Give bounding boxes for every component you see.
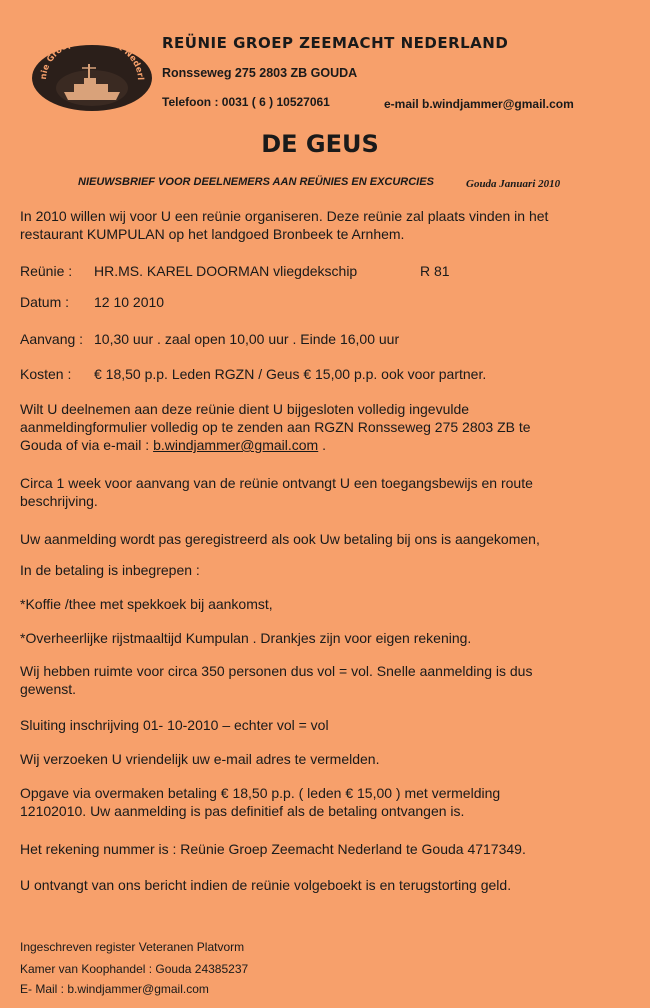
account-number: Het rekening nummer is : Reünie Groep Zeemacht Nederland te Gouda 4717349. — [20, 841, 526, 857]
footer-chamber-of-commerce: Kamer van Koophandel : Gouda 24385237 — [20, 962, 249, 976]
included-item-2: *Overheerlijke rijstmaaltijd Kumpulan . Drankjes zijn voor eigen rekening. — [20, 630, 472, 646]
capacity-line-2: gewenst. — [20, 681, 77, 697]
organization-logo — [30, 28, 154, 112]
footer-veterans-register: Ingeschreven register Veteranen Platvorm — [20, 940, 245, 954]
signup-line-2: aanmeldingformulier volledig op te zenden aan RGZN Ronsseweg 275 2803 ZB te — [20, 419, 531, 435]
kosten-value: € 18,50 p.p. Leden RGZN / Geus € 15,00 p.p. ook voor partner. — [94, 366, 487, 382]
included-heading: In de betaling is inbegrepen : — [20, 562, 200, 578]
warship-emblem-icon — [30, 28, 154, 112]
signup-line-1: Wilt U deelnemen aan deze reünie dient U bijgesloten volledig ingevulde — [20, 401, 470, 417]
aanvang-value: 10,30 uur . zaal open 10,00 uur . Einde 16,00 uur — [94, 331, 400, 347]
signup-email-link[interactable]: b.windjammer@gmail.com — [153, 437, 319, 453]
newsletter-subtitle: NIEUWSBRIEF VOOR DEELNEMERS AAN REÜNIES EN EXCURCIES — [78, 176, 434, 188]
registration-note: Uw aanmelding wordt pas geregistreerd als ook Uw betaling bij ons is aangekomen, — [20, 531, 540, 547]
organization-phone: Telefoon : 0031 ( 6 ) 10527061 — [162, 95, 330, 109]
payment-line-1: Opgave via overmaken betaling € 18,50 p.p. ( leden € 15,00 ) met vermelding — [20, 785, 501, 801]
payment-line-2: 12102010. Uw aanmelding is pas definitief als de betaling ontvangen is. — [20, 803, 465, 819]
footer-email: E- Mail : b.windjammer@gmail.com — [20, 982, 209, 996]
signup-line-3 — [20, 436, 620, 454]
intro-line-2: restaurant KUMPULAN op het landgoed Bronbeek te Arnhem. — [20, 226, 405, 242]
closing-date: Sluiting inschrijving 01- 10-2010 – echter vol = vol — [20, 717, 329, 733]
refund-note: U ontvangt van ons bericht indien de reünie volgeboekt is en terugstorting geld. — [20, 877, 512, 893]
intro-line-1: In 2010 willen wij voor U een reünie organiseren. Deze reünie zal plaats vinden in het — [20, 208, 549, 224]
reunie-value: HR.MS. KAREL DOORMAN vliegdekschip — [94, 263, 358, 279]
kosten-label: Kosten : — [20, 366, 72, 382]
newsletter-place-date: Gouda Januari 2010 — [466, 178, 561, 190]
organization-address: Ronsseweg 275 2803 ZB GOUDA — [162, 66, 358, 80]
included-item-1: *Koffie /thee met spekkoek bij aankomst, — [20, 596, 273, 612]
reunie-label: Reünie : — [20, 263, 73, 279]
ticket-line-1: Circa 1 week voor aanvang van de reünie ontvangt U een toegangsbewijs en route — [20, 475, 533, 491]
logo-ring-text: nie Groep Zeemacht Nederl — [38, 34, 146, 81]
email-request: Wij verzoeken U vriendelijk uw e-mail adres te vermelden. — [20, 751, 380, 767]
datum-label: Datum : — [20, 294, 70, 310]
organization-name: REÜNIE GROEP ZEEMACHT NEDERLAND — [162, 34, 509, 52]
newsletter-title: DE GEUS — [261, 130, 379, 158]
organization-email: e-mail b.windjammer@gmail.com — [384, 97, 574, 111]
aanvang-label: Aanvang : — [20, 331, 84, 347]
capacity-line-1: Wij hebben ruimte voor circa 350 personen dus vol = vol. Snelle aanmelding is dus — [20, 663, 533, 679]
reunie-code: R 81 — [420, 263, 450, 279]
signup-line-3-prefix: Gouda of via e-mail : — [20, 437, 154, 453]
datum-value: 12 10 2010 — [94, 294, 165, 310]
signup-line-3-suffix: . — [318, 437, 326, 453]
ticket-line-2: beschrijving. — [20, 493, 98, 509]
